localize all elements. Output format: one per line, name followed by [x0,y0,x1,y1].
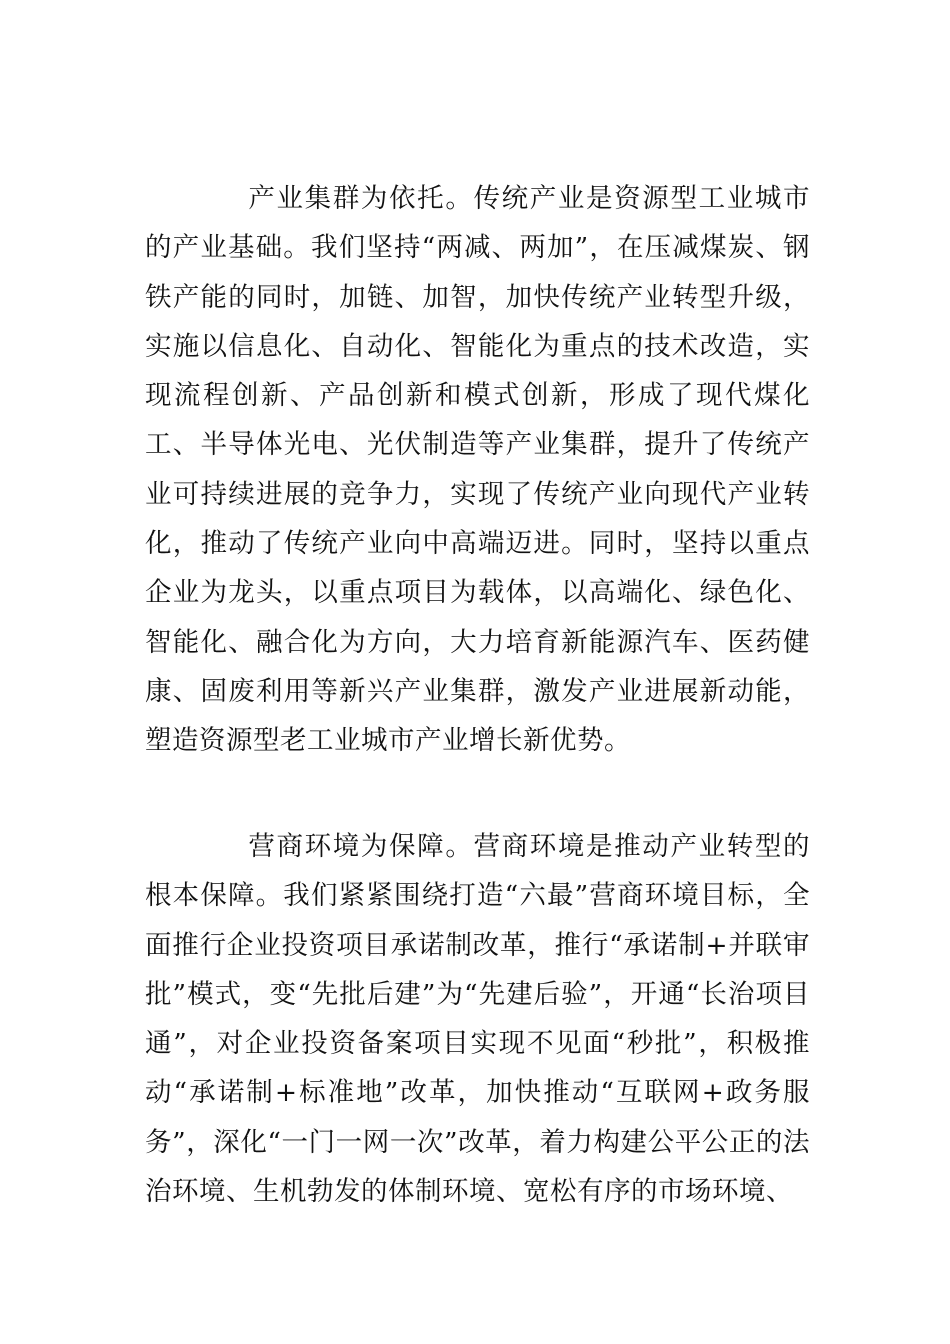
paragraph-business-environment: 营商环境为保障。营商环境是推动产业转型的根本保障。我们紧紧围绕打造“六最”营商环境目标，全面推行企业投资项目承诺制改革，推行“承诺制+并联审批”模式，变“先批后建”为“先建后验”，开通“长治项目通”，对企业投资备案项目实现不见面“秒批”，积极推动“承诺制+标准地”改革，加快推动“互联网+政务服务”，深化“一门一网一次”改革，着力构建公平公正的法治环境、生机勃发的体制环境、宽松有序的市场环境、 [145,831,810,1208]
paragraph-industrial-clusters: 产业集群为依托。传统产业是资源型工业城市的产业基础。我们坚持“两减、两加”，在压减煤炭、钢铁产能的同时，加链、加智，加快传统产业转型升级，实施以信息化、自动化、智能化为重点的技术改造，实现流程创新、产品创新和模式创新，形成了现代煤化工、半导体光电、光伏制造等产业集群，提升了传统产业可持续进展的竞争力，实现了传统产业向现代产业转化，推动了传统产业向中高端迈进。同时，坚持以重点企业为龙头，以重点项目为载体，以高端化、绿色化、智能化、融合化为方向，大力培育新能源汽车、医药健康、固废利用等新兴产业集群，激发产业进展新动能，塑造资源型老工业城市产业增长新优势。 [145,183,810,757]
